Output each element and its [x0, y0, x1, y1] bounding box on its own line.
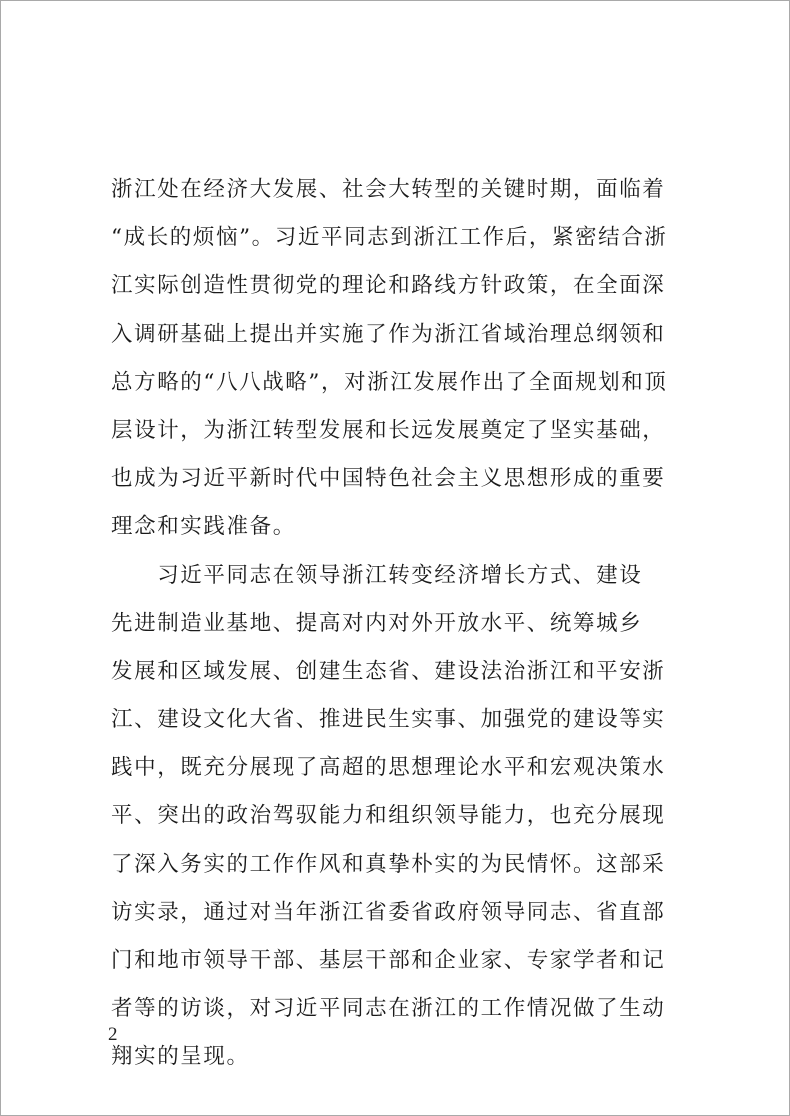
text-line: 者等的访谈，对习近平同志在浙江的工作情况做了生动	[111, 996, 666, 1022]
text-line: 总方略的“八八战略”，对浙江发展作出了全面规划和顶	[111, 369, 668, 395]
text-line: 门和地市领导干部、基层干部和企业家、专家学者和记	[111, 948, 666, 973]
text-line: 浙江处在经济大发展、社会大转型的关键时期，面临着	[111, 177, 666, 202]
body-text	[111, 166, 666, 1082]
text-line: 也成为习近平新时代中国特色社会主义思想形成的重要	[111, 466, 666, 492]
text-line: 入调研基础上提出并实施了作为浙江省域治理总纲领和	[111, 321, 666, 347]
text-line: 理念和实践准备。	[111, 514, 296, 540]
text-line: 发展和区域发展、创建生态省、建设法治浙江和平安浙	[111, 658, 666, 684]
text-line: 先进制造业基地、提高对内对外开放水平、统筹城乡	[111, 610, 643, 636]
text-line: 习近平同志在领导浙江转变经济增长方式、建设	[111, 562, 643, 588]
text-line: 层设计，为浙江转型发展和长远发展奠定了坚实基础，	[111, 417, 666, 443]
text-line: 了深入务实的工作作风和真挚朴实的为民情怀。这部采	[111, 851, 666, 877]
text-line: 访实录，通过对当年浙江省委省政府领导同志、省直部	[111, 899, 666, 925]
text-line: 平、突出的政治驾驭能力和组织领导能力，也充分展现	[111, 803, 666, 829]
page-number: 2	[108, 1024, 118, 1045]
text-line: 江、建设文化大省、推进民生实事、加强党的建设等实	[111, 707, 666, 733]
text-line: 江实际创造性贯彻党的理论和路线方针政策，在全面深	[111, 273, 666, 299]
text-line: 翔实的呈现。	[111, 1044, 250, 1070]
text-line: 践中，既充分展现了高超的思想理论水平和宏观决策水	[111, 755, 666, 781]
text-line: “成长的烦恼”。习近平同志到浙江工作后，紧密结合浙	[111, 225, 668, 251]
